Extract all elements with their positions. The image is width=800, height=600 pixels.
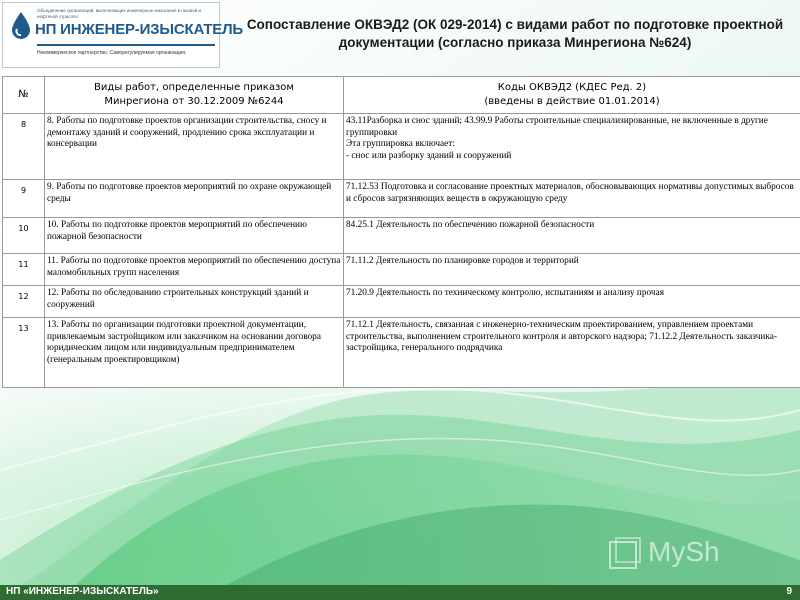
watermark <box>608 536 720 575</box>
header-works-line-1: Виды работ, определенные приказом <box>94 82 294 93</box>
row-code: 71.12.53 Подготовка и согласование проектных материалов, обосновывающих нормативы допустимых выбросов и сбросов загрязняющих веществ в окружающую среду <box>344 180 800 218</box>
header <box>0 0 800 72</box>
row-code-line: Эта группировка включает: <box>346 139 455 149</box>
header-codes-line-2: (введены в действие 01.01.2014) <box>484 96 660 107</box>
watermark-text: MySh <box>648 536 720 567</box>
title-line-1: Сопоставление ОКВЭД2 (ОК 029-2014) с видами работ по подготовке проектной <box>246 17 784 32</box>
header-works <box>45 77 344 114</box>
row-work: 10. Работы по подготовке проектов мероприятий по обеспечению пожарной безопасности <box>45 218 344 254</box>
title-line-2: документации (согласно приказа Минрегиона №624) <box>338 35 692 50</box>
header-codes <box>344 77 800 114</box>
logo-drop-icon <box>9 11 33 41</box>
comparison-table <box>2 76 800 388</box>
row-number: 11 <box>3 254 45 286</box>
table-row <box>3 286 800 318</box>
row-number: 8 <box>3 114 45 180</box>
page-number: 9 <box>786 586 792 597</box>
header-works-line-2: Минрегиона от 30.12.2009 №6244 <box>104 96 284 107</box>
table-header-row <box>3 77 800 114</box>
page-title <box>232 16 798 52</box>
row-code: 71.20.9 Деятельность по техническому контролю, испытаниям и анализу прочая <box>344 286 800 318</box>
logo-divider <box>37 44 215 46</box>
logo-name: НП ИНЖЕНЕР-ИЗЫСКАТЕЛЬ <box>35 21 244 38</box>
logo-tagline: Некоммерческое партнерство. Саморегулируемая организация. <box>37 50 187 56</box>
footer-org: НП «ИНЖЕНЕР-ИЗЫСКАТЕЛЬ» <box>6 586 159 597</box>
watermark-icon <box>608 536 642 570</box>
header-codes-line-1: Коды ОКВЭД2 (КДЕС Ред. 2) <box>497 82 647 93</box>
row-code: 71.11.2 Деятельность по планировке городов и территорий <box>344 254 800 286</box>
row-code: 84.25.1 Деятельность по обеспечению пожарной безопасности <box>344 218 800 254</box>
table-row <box>3 318 800 388</box>
table-row <box>3 218 800 254</box>
row-code <box>344 114 800 180</box>
row-work: 11. Работы по подготовке проектов мероприятий по обеспечению доступа маломобильных групп населения <box>45 254 344 286</box>
row-work: 9. Работы по подготовке проектов мероприятий по охране окружающей среды <box>45 180 344 218</box>
row-number: 10 <box>3 218 45 254</box>
row-code-line: 43.11Разборка и снос зданий; 43.99.9 Работы строительные специализированные, не включенные в другие группировки <box>346 116 768 138</box>
row-work: 13. Работы по организации подготовки проектной документации, привлекаемым застройщиком или заказчиком на основании договора юридическим лицом или индивидуальным предпринимателем (генеральным проектировщиком) <box>45 318 344 388</box>
row-number: 13 <box>3 318 45 388</box>
footer <box>0 585 800 600</box>
row-code: 71.12.1 Деятельность, связанная с инженерно-техническим проектированием, управлением проектами строительства, выполнением строительного контроля и авторского надзора; 71.12.2 Деятельность заказчика-застройщика, генерального подрядчика <box>344 318 800 388</box>
row-work: 8. Работы по подготовке проектов организации строительства, сносу и демонтажу зданий и сооружений, продлению срока эксплуатации и консервации <box>45 114 344 180</box>
logo <box>2 2 244 68</box>
row-code-line: - снос или разборку зданий и сооружений <box>346 150 512 161</box>
row-work: 12. Работы по обследованию строительных конструкций зданий и сооружений <box>45 286 344 318</box>
table-row <box>3 254 800 286</box>
table-row <box>3 114 800 180</box>
row-number: 9 <box>3 180 45 218</box>
row-number: 12 <box>3 286 45 318</box>
table-row <box>3 180 800 218</box>
logo-small-text: Объединение организаций, выполняющих инженерные изыскания в газовой и нефтяной отраслях <box>37 8 201 19</box>
header-number: № <box>3 77 45 114</box>
